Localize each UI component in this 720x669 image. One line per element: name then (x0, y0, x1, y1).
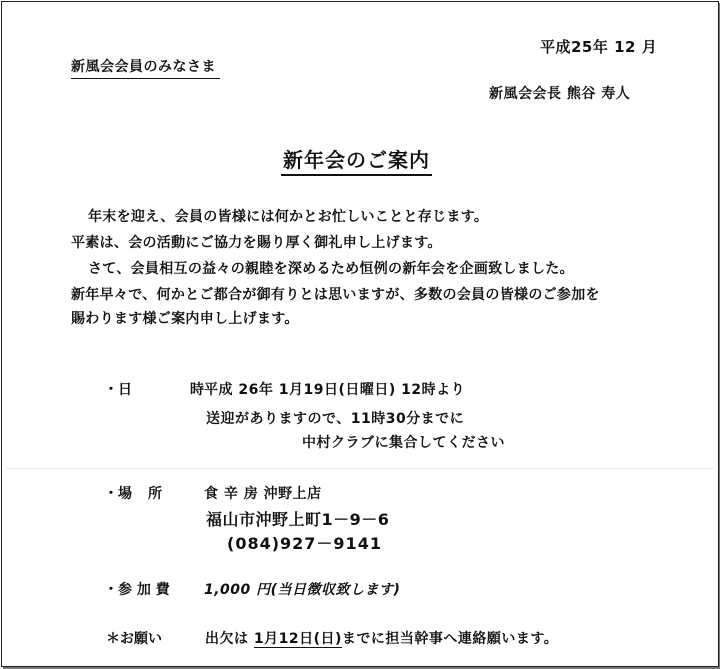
body-line: 賜わります様ご案内申し上げます。 (71, 311, 299, 327)
venue-name: 食 辛 房 沖野上店 (204, 486, 322, 502)
body-line: さて、会員相互の益々の親睦を深めるため恒例の新年会を企画致しました。 (88, 261, 574, 277)
datetime-label-part: ・日 (104, 382, 132, 398)
sender: 新風会会長 熊谷 寿人 (489, 86, 631, 102)
request-deadline: 1月12日 (253, 631, 314, 647)
document-page (1, 1, 719, 667)
request-label: ＊お願い (106, 631, 162, 647)
request-post: までに担当幹事へ連絡願います。 (341, 631, 559, 647)
place-label-part: ・場 (104, 486, 132, 502)
addressee: 新風会会員のみなさま (71, 56, 220, 79)
datetime-value: 平成 26年 1月19日(日曜日) 12時より (204, 382, 466, 398)
request-pre: 出欠は (205, 631, 249, 647)
datetime-label (104, 379, 204, 399)
page-title: 新年会のご案内 (281, 144, 432, 176)
document-date: 平成25年 12 月 (540, 38, 658, 56)
request-deadline-day: (日) (313, 631, 342, 647)
body-line: 平素は、会の活動にご協力を賜り厚く御礼申し上げます。 (71, 235, 442, 251)
datetime-label-part: 時 (190, 382, 204, 398)
venue-phone: (084)927－9141 (227, 534, 382, 553)
fee-label: ・参 加 費 (104, 582, 170, 598)
venue-address: 福山市沖野上町1－9－6 (206, 510, 390, 529)
place-label (104, 483, 162, 503)
pickup-note: 送迎がありますので、11時30分までに (206, 411, 465, 427)
scan-artifact-line (7, 468, 713, 469)
body-line: 新年早々で、何かとご都合が御有りとは思いますが、多数の会員の皆様のご参加を (71, 287, 600, 303)
body-line: 年末を迎え、会員の皆様には何かとお忙しいことと存じます。 (88, 209, 489, 225)
meeting-point-note: 中村クラブに集合してください (302, 435, 505, 451)
request-text (205, 628, 558, 648)
fee-value: 1,000 円(当日徴収致します) (204, 582, 401, 598)
place-label-part: 所 (148, 486, 162, 502)
